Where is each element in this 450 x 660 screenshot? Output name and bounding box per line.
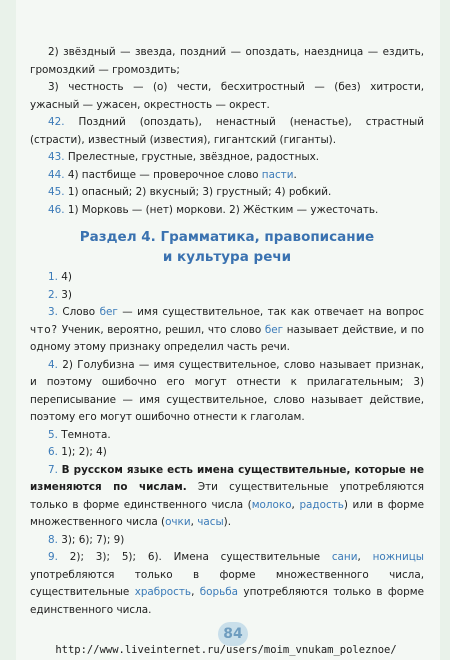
answer-42 bbox=[30, 114, 424, 149]
answer-2 bbox=[30, 287, 424, 305]
text: — имя существительное, так как отвечает на вопрос bbox=[122, 306, 424, 318]
text: 4) bbox=[61, 271, 72, 283]
highlighted-word: бег bbox=[264, 323, 284, 336]
text: 3) bbox=[61, 288, 72, 301]
section-heading-line: Раздел 4. Грамматика, правописание bbox=[79, 229, 375, 245]
highlighted-word: борьба bbox=[199, 586, 239, 598]
text: ). bbox=[223, 516, 232, 528]
text: употребляются только в форме множественного числа, существительные bbox=[30, 568, 424, 598]
highlighted-word: сани bbox=[331, 551, 358, 563]
exercise-number: 7. bbox=[48, 463, 58, 476]
exercise-number: 46. bbox=[48, 203, 65, 216]
exercise-number: 43. bbox=[48, 151, 65, 163]
text: называет действие, и по одному этому признаку определил часть речи. bbox=[30, 323, 424, 353]
exercise-number: 42. bbox=[48, 116, 65, 128]
watermark-url: http://www.liveinternet.ru/users/moim_vnukam_poleznoe/ bbox=[55, 644, 397, 656]
text: Ученик, вероятно, решил, что слово bbox=[61, 323, 262, 336]
exercise-number: 3. bbox=[48, 306, 58, 318]
answer-9 bbox=[30, 549, 424, 619]
text: 3) честность — (о) чести, бесхитростный — (без) хитрости, ужасный — ужасен, окрестность — окрест. bbox=[30, 81, 424, 111]
answer-43 bbox=[30, 149, 424, 167]
text: 2) Голубизна — имя существительное, слово называет признак, и поэтому ошибочно его могут отнести к прилагательным; 3) переписывание — имя существительное, слово называет действие, поэтому его могут ошибочно отнести к глаголам. bbox=[30, 358, 424, 423]
answer-6 bbox=[30, 444, 424, 462]
highlighted-word: ножницы bbox=[372, 551, 424, 563]
text: 3); 6); 7); 9) bbox=[61, 533, 125, 546]
exercise-number: 4. bbox=[48, 358, 58, 371]
answer-7 bbox=[30, 462, 424, 532]
exercise-number: 1. bbox=[48, 271, 58, 283]
text: 2) звёздный — звезда, поздний — опоздать, наездница — ездить, громоздкий — громоздить; bbox=[30, 46, 424, 76]
exercise-number: 6. bbox=[48, 446, 58, 458]
text: 1); 2); 4) bbox=[61, 446, 107, 458]
text: , bbox=[291, 498, 295, 511]
text: ) или в форме множественного числа ( bbox=[30, 498, 424, 528]
text: 2); 3); 5); 6). Имена существительные bbox=[69, 551, 320, 563]
highlighted-word: молоко bbox=[251, 498, 292, 511]
text: употребляются только в форме единственного числа. bbox=[30, 586, 424, 616]
text: Слово bbox=[62, 306, 96, 318]
highlighted-word: бег bbox=[99, 306, 118, 318]
exercise-number: 45. bbox=[48, 186, 65, 198]
highlighted-word: часы bbox=[197, 516, 224, 528]
book-page bbox=[16, 0, 440, 660]
answer-1 bbox=[30, 269, 424, 287]
text: , bbox=[357, 551, 361, 563]
text: Эти существительные употребляются только в форме единственного числа ( bbox=[30, 481, 424, 511]
text: 1) опасный; 2) вкусный; 3) грустный; 4) робкий. bbox=[67, 186, 332, 198]
bold-rule: В русском языке есть имена существительные, которые не изменяются по числам. bbox=[30, 463, 424, 493]
text: 1) Морковь — (нет) моркови. 2) Жёстким — ужесточать. bbox=[67, 203, 379, 216]
highlighted-word: радость bbox=[299, 498, 344, 511]
exercise-number: 5. bbox=[48, 428, 58, 441]
exercise-number: 8. bbox=[48, 533, 58, 546]
text: , bbox=[190, 516, 194, 528]
answer-5 bbox=[30, 427, 424, 445]
section-heading-line: и культура речи bbox=[162, 249, 292, 265]
answer-8 bbox=[30, 532, 424, 550]
page-content bbox=[30, 44, 424, 619]
text: Темнота. bbox=[61, 428, 111, 441]
spaced-word: что? bbox=[30, 323, 59, 336]
text: 4) пастбище — проверочное слово bbox=[67, 168, 259, 181]
exercise-number: 9. bbox=[48, 551, 58, 563]
section-heading bbox=[30, 227, 424, 267]
exercise-number: 44. bbox=[48, 168, 65, 181]
highlighted-word: очки bbox=[165, 516, 191, 528]
answer-line bbox=[30, 44, 424, 79]
text: , bbox=[191, 586, 195, 598]
highlighted-word: храбрость bbox=[134, 586, 192, 598]
answer-4 bbox=[30, 357, 424, 427]
answer-line bbox=[30, 79, 424, 114]
text: Поздний (опоздать), ненастный (ненастье), страстный (страсти), известный (известия), гигантский (гиганты). bbox=[30, 116, 424, 146]
page-number: 84 bbox=[218, 622, 248, 646]
answer-44: 44. 4) пастбище — проверочное слово пасти. bbox=[48, 168, 297, 181]
answer-46 bbox=[30, 202, 424, 220]
exercise-number: 2. bbox=[48, 288, 58, 301]
highlighted-word: пасти bbox=[261, 168, 294, 181]
answer-45 bbox=[30, 184, 424, 202]
answer-3 bbox=[30, 304, 424, 357]
text: Прелестные, грустные, звёздное, радостных. bbox=[67, 151, 320, 163]
